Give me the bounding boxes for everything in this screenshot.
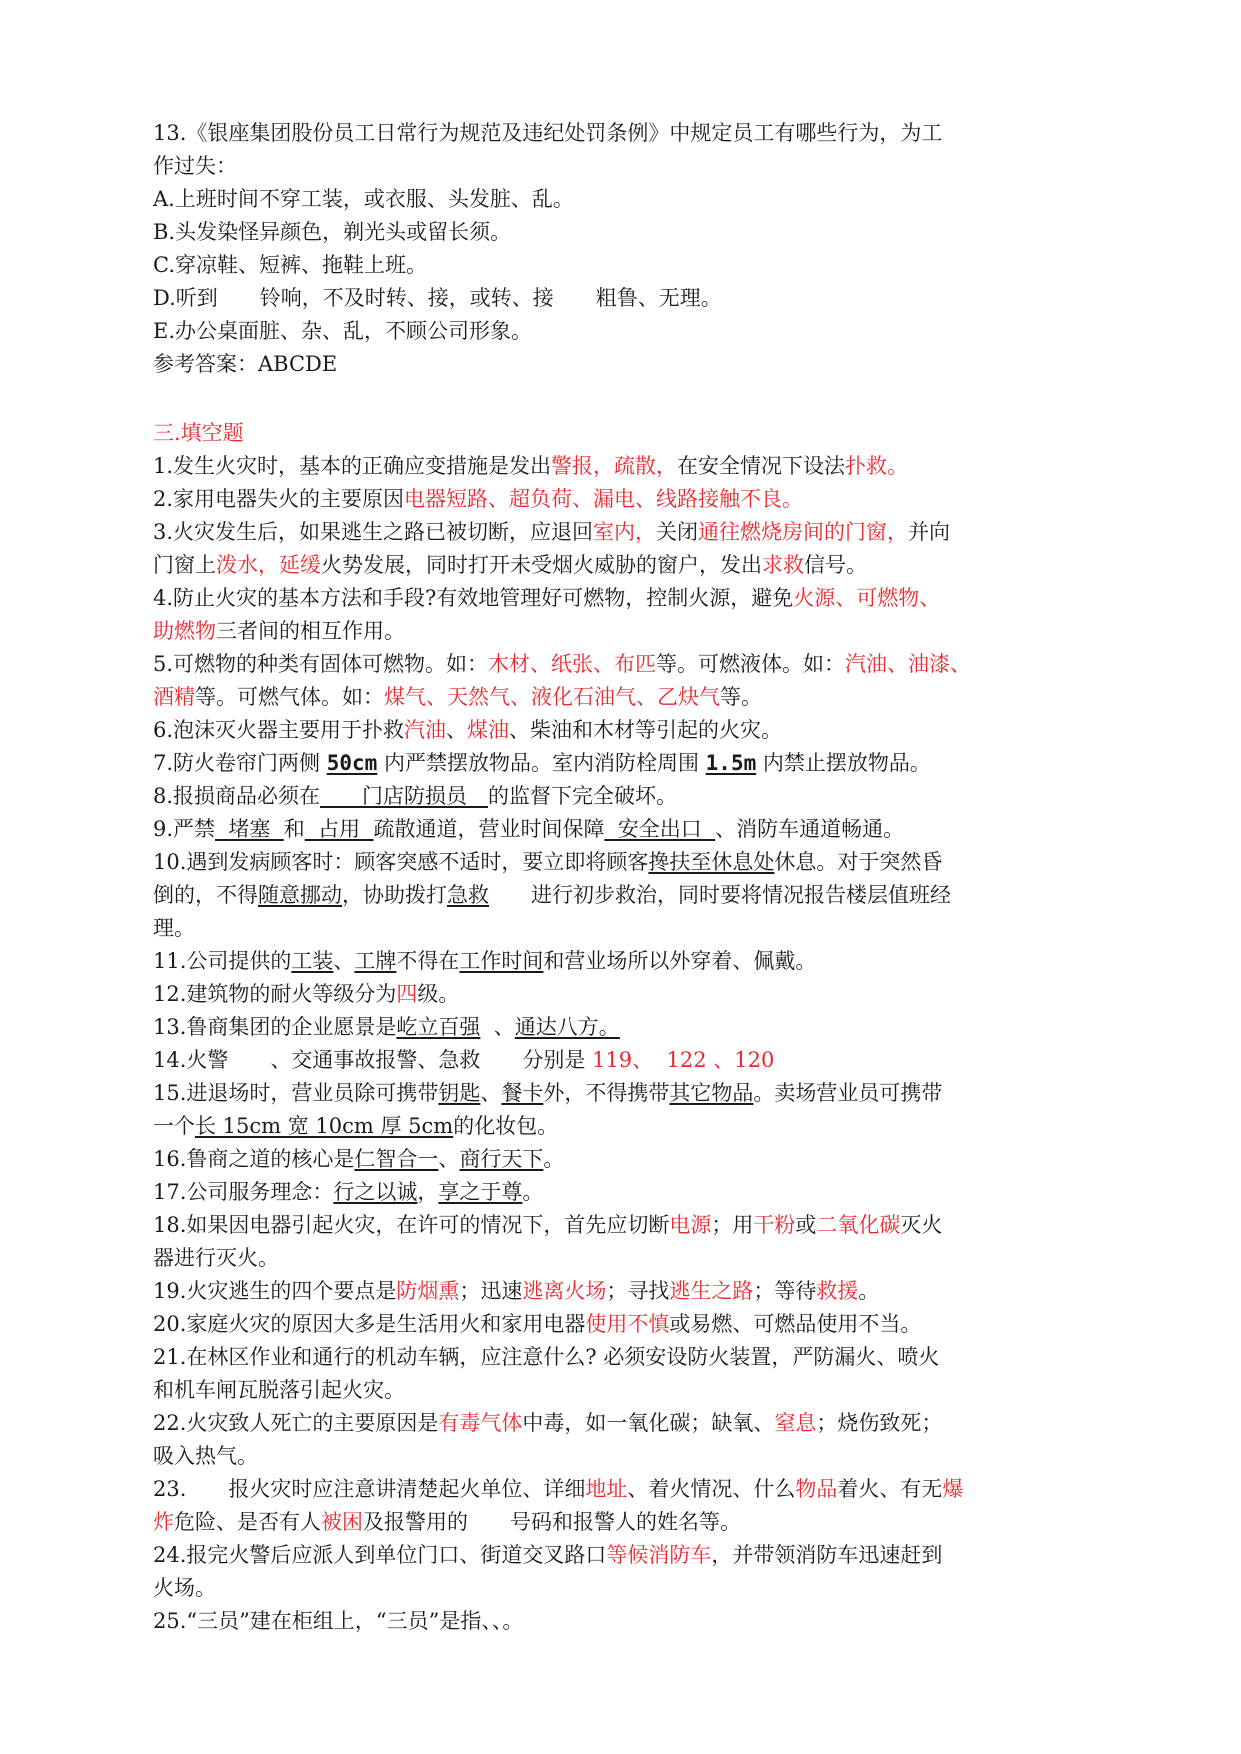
answer-text-red: 物品 [795, 1477, 838, 1501]
fill-line [153, 681, 1103, 714]
fill-line [153, 1242, 1103, 1275]
question-text: 一个 [153, 1114, 195, 1138]
question-text: 在安全情况下设法 [677, 454, 846, 478]
question-text: ；用 [711, 1213, 754, 1237]
answer-text-red: 通往燃烧房间的门窗， [698, 520, 909, 544]
fill-line [153, 1077, 1103, 1110]
answer-text-red: 等候消防车 [606, 1543, 712, 1567]
question-text: 。卖场营业员可携带 [753, 1081, 943, 1105]
fill-line [153, 615, 1103, 648]
question-text: 中毒，如一氧化碳；缺氧、 [522, 1411, 775, 1435]
question-text: 或易燃、可燃品使用不当。 [669, 1312, 922, 1336]
fill-line [153, 1176, 1103, 1209]
fill-line [153, 1143, 1103, 1176]
answer-text-underlined: 屹立百强 [396, 1015, 481, 1039]
fill-line [153, 483, 1103, 516]
question-text: 、着火情况、什么 [627, 1477, 796, 1501]
fill-line [153, 1572, 1103, 1605]
fill-line [153, 846, 1103, 879]
question-text: 5.可燃物的种类有固体可燃物。如： [153, 652, 489, 676]
answer-text-underlined: 安全出口 [604, 817, 716, 841]
fill-line [153, 1374, 1103, 1407]
question-text: 理。 [153, 916, 195, 940]
answer-text-red: 使用不慎 [585, 1312, 670, 1336]
fill-line [153, 450, 1103, 483]
question-text: 17.公司服务理念： [153, 1180, 334, 1204]
question-text: 级。 [417, 982, 460, 1006]
option-c: C.穿凉鞋、短裤、拖鞋上班。 [153, 253, 427, 277]
question-text: 门窗上 [153, 553, 216, 577]
answer-text-underlined: 享之于尊 [438, 1180, 523, 1204]
answer-text-red: 四 [396, 982, 418, 1006]
answer-text-underlined: 长 15cm 宽 10cm 厚 5cm [195, 1114, 454, 1138]
fill-line [153, 747, 1103, 780]
answer-text-red: 二氧化碳 [816, 1213, 901, 1237]
fill-line [153, 516, 1103, 549]
question-text: ， [417, 1180, 439, 1204]
question-text: 2.家用电器失火的主要原因 [153, 487, 405, 511]
question-text: 8.报损商品必须在 [153, 784, 321, 808]
question-text: 15.进退场时，营业员除可携带 [153, 1081, 439, 1105]
fill-line [153, 1440, 1103, 1473]
document-page [153, 117, 1103, 1638]
question-text: 灭火 [900, 1213, 943, 1237]
question-text: 、消防车通道畅通。 [715, 817, 905, 841]
question-text: 或 [795, 1213, 817, 1237]
fill-line [153, 1341, 1103, 1374]
question-text: 20.家庭火灾的原因大多是生活用火和家用电器 [153, 1312, 586, 1336]
question-text: 进行初步救治，同时要将情况报告楼层值班经 [489, 883, 951, 907]
question-13-block [153, 117, 1103, 381]
answer-text-underlined: 商行天下 [459, 1147, 544, 1171]
question-text: ，并带领消防车迅速赶到 [711, 1543, 943, 1567]
fill-line [153, 549, 1103, 582]
answer-text-underlined: 堵塞 [215, 817, 284, 841]
answer-text-underlined: 50cm [326, 751, 378, 775]
section-title: 三.填空题 [153, 421, 244, 445]
answer-text-red: 火源、可燃物、 [793, 586, 941, 610]
question-text: 内严禁摆放物品。室内消防栓周围 [377, 751, 706, 775]
answer-text-red: 煤油 [467, 718, 510, 742]
question-text: 及报警用的 号码和报警人的姓名等。 [363, 1510, 741, 1534]
question-text: 。 [858, 1279, 880, 1303]
option-d: D.听到 铃响，不及时转、接，或转、接 粗鲁、无理。 [153, 286, 722, 310]
option-b: B.头发染怪异颜色，剃光头或留长须。 [153, 220, 512, 244]
question-text: ；等待 [753, 1279, 817, 1303]
fill-line [153, 1473, 1103, 1506]
question-text: 。 [522, 1180, 544, 1204]
question-text: 14.火警 、交通事故报警、急救 分别是 [153, 1048, 593, 1072]
answer-text-red: 窒息 [774, 1411, 817, 1435]
option-e: E.办公桌面脏、杂、乱，不顾公司形象。 [153, 319, 533, 343]
answer-text-red: 泼水，延缓 [216, 553, 321, 577]
fill-in-blank-list [153, 450, 1103, 1638]
fill-line [153, 648, 1103, 681]
answer-text-red: 酒精 [153, 685, 195, 709]
section-gap [153, 381, 1103, 417]
answer-text-red: 助燃物 [153, 619, 216, 643]
answer-text-red: 警报，疏散， [551, 454, 678, 478]
fill-line [153, 813, 1103, 846]
fill-line [153, 780, 1103, 813]
question-text: ；烧伤致死； [816, 1411, 943, 1435]
answer-text-underlined: 搀扶至休息处 [648, 850, 775, 874]
question-text: 19.火灾逃生的四个要点是 [153, 1279, 397, 1303]
question-text: 16.鲁商之道的核心是 [153, 1147, 355, 1171]
question-text: 。 [543, 1147, 565, 1171]
answer-text-underlined: 急救 [447, 883, 489, 907]
fill-line [153, 1539, 1103, 1572]
question-text: 关闭 [656, 520, 699, 544]
answer-text-red: 电源 [669, 1213, 712, 1237]
fill-line [153, 912, 1103, 945]
answer-text-red: 煤气、天然气、液化石油气、乙炔气 [384, 685, 720, 709]
fill-line [153, 1011, 1103, 1044]
question-text: 三者间的相互作用。 [216, 619, 405, 643]
fill-line [153, 1110, 1103, 1143]
fill-line [153, 582, 1103, 615]
question-text: ；寻找 [606, 1279, 670, 1303]
question-text: 23. 报火灾时应注意讲清楚起火单位、详细 [153, 1477, 586, 1501]
question-text: 着火、有无 [837, 1477, 943, 1501]
answer-text-red: 有毒气体 [438, 1411, 523, 1435]
answer-text-underlined: 占用 [304, 817, 374, 841]
fill-line [153, 1407, 1103, 1440]
question-text: 的化妆包。 [453, 1114, 559, 1138]
question-text: 倒的，不得 [153, 883, 258, 907]
question-text: 、 [438, 1147, 460, 1171]
question-13-stem-line-2: 作过失： [153, 154, 237, 178]
answer-text-underlined: 随意挪动 [258, 883, 342, 907]
answer-text-underlined: 餐卡 [501, 1081, 544, 1105]
question-text: 火势发展，同时打开未受烟火威胁的窗户，发出 [321, 553, 762, 577]
answer-text-underlined: 仁智合一 [354, 1147, 439, 1171]
question-text: 和 [283, 817, 305, 841]
question-text: ，协助拨打 [342, 883, 447, 907]
answer-text-red: 汽油 [404, 718, 447, 742]
answer-text-underlined: 工牌 [354, 949, 397, 973]
question-text: 外，不得携带 [543, 1081, 670, 1105]
fill-line [153, 1275, 1103, 1308]
answer-text-red: 地址 [585, 1477, 628, 1501]
answer-text-underlined: 其它物品 [669, 1081, 754, 1105]
fill-line [153, 1605, 1103, 1638]
question-13-stem-line-1: 13.《银座集团股份员工日常行为规范及违纪处罚条例》中规定员工有哪些行为，为工 [153, 121, 943, 145]
answer-text-red: 被困 [321, 1510, 363, 1534]
question-text: 疏散通道，营业时间保障 [373, 817, 605, 841]
answer-text-underlined: 钥匙 [438, 1081, 481, 1105]
answer-text-red: 干粉 [753, 1213, 796, 1237]
question-text: 11.公司提供的 [153, 949, 292, 973]
answer-text-underlined: 工装 [291, 949, 334, 973]
question-text: 9.严禁 [153, 817, 216, 841]
question-text: 等。可燃液体。如： [656, 652, 846, 676]
question-text: 13.鲁商集团的企业愿景是 [153, 1015, 397, 1039]
question-text: 危险、是否有人 [174, 1510, 321, 1534]
fill-line [153, 1308, 1103, 1341]
fill-line [153, 1506, 1103, 1539]
question-text: 3.火灾发生后，如果逃生之路已被切断，应退回 [153, 520, 594, 544]
question-text: ；迅速 [459, 1279, 523, 1303]
answer-text-red: 电器短路、超负荷、漏电、线路接触不良。 [404, 487, 804, 511]
reference-answer: 参考答案：ABCDE [153, 352, 338, 376]
answer-text-underlined: 通达八方。 [514, 1015, 620, 1039]
question-text: 不得在 [396, 949, 460, 973]
question-text: 和营业场所以外穿着、佩戴。 [543, 949, 817, 973]
answer-text-red: 求救 [762, 553, 804, 577]
question-text: 等。 [720, 685, 762, 709]
question-text: 内禁止摆放物品。 [756, 751, 931, 775]
question-text: 1.发生火灾时，基本的正确应变措施是发出 [153, 454, 552, 478]
question-text: 的监督下完全破坏。 [488, 784, 678, 808]
fill-line [153, 879, 1103, 912]
question-text: 器进行灭火。 [153, 1246, 279, 1270]
fill-line [153, 978, 1103, 1011]
question-text: 休息。对于突然昏 [774, 850, 943, 874]
question-text: 12.建筑物的耐火等级分为 [153, 982, 397, 1006]
question-text: 22.火灾致人死亡的主要原因是 [153, 1411, 439, 1435]
question-text: 25.“三员”建在柜组上，“三员”是指、、。 [153, 1609, 524, 1633]
fill-line [153, 1044, 1103, 1077]
answer-text-red: 扑救。 [845, 454, 909, 478]
answer-text-underlined: 行之以诚 [333, 1180, 418, 1204]
question-text: 4.防止火灾的基本方法和手段?有效地管理好可燃物，控制火源，避免 [153, 586, 794, 610]
answer-text-red: 119、 122 、120 [592, 1048, 775, 1072]
question-text: 、柴油和木材等引起的火灾。 [509, 718, 783, 742]
answer-text-underlined: 工作时间 [459, 949, 544, 973]
question-text: 6.泡沫灭火器主要用于扑救 [153, 718, 405, 742]
question-text: 、 [446, 718, 468, 742]
question-text: 、 [333, 949, 355, 973]
answer-text-red: 炸 [153, 1510, 174, 1534]
question-text: 、 [480, 1081, 502, 1105]
question-text: 等。可燃气体。如： [195, 685, 384, 709]
answer-text-red: 爆 [942, 1477, 964, 1501]
question-text: 18.如果因电器引起火灾，在许可的情况下，首先应切断 [153, 1213, 670, 1237]
answer-text-underlined: 1.5m [705, 751, 757, 775]
question-text: 吸入热气。 [153, 1444, 258, 1468]
question-text: 信号。 [804, 553, 867, 577]
question-text: 7.防火卷帘门两侧 [153, 751, 327, 775]
question-text: 和机车闸瓦脱落引起火灾。 [153, 1378, 405, 1402]
answer-text-red: 防烟熏 [396, 1279, 460, 1303]
fill-line [153, 945, 1103, 978]
question-text: 、 [480, 1015, 515, 1039]
question-text: 并向 [908, 520, 951, 544]
question-text: 火场。 [153, 1576, 216, 1600]
answer-text-underlined: 门店防损员 [320, 784, 489, 808]
answer-text-red: 逃离火场 [522, 1279, 607, 1303]
answer-text-red: 救援 [816, 1279, 859, 1303]
option-a: A.上班时间不穿工装，或衣服、头发脏、乱。 [153, 187, 574, 211]
fill-line [153, 714, 1103, 747]
question-text: 21.在林区作业和通行的机动车辆，应注意什么? 必须安设防火装置，严防漏火、喷火 [153, 1345, 940, 1369]
answer-text-red: 逃生之路 [669, 1279, 754, 1303]
answer-text-red: 室内， [593, 520, 657, 544]
answer-text-red: 汽油、油漆、 [845, 652, 972, 676]
answer-text-red: 木材、纸张、布匹 [488, 652, 657, 676]
question-text: 10.遇到发病顾客时：顾客突感不适时，要立即将顾客 [153, 850, 649, 874]
fill-line [153, 1209, 1103, 1242]
question-text: 24.报完火警后应派人到单位门口、街道交叉路口 [153, 1543, 607, 1567]
